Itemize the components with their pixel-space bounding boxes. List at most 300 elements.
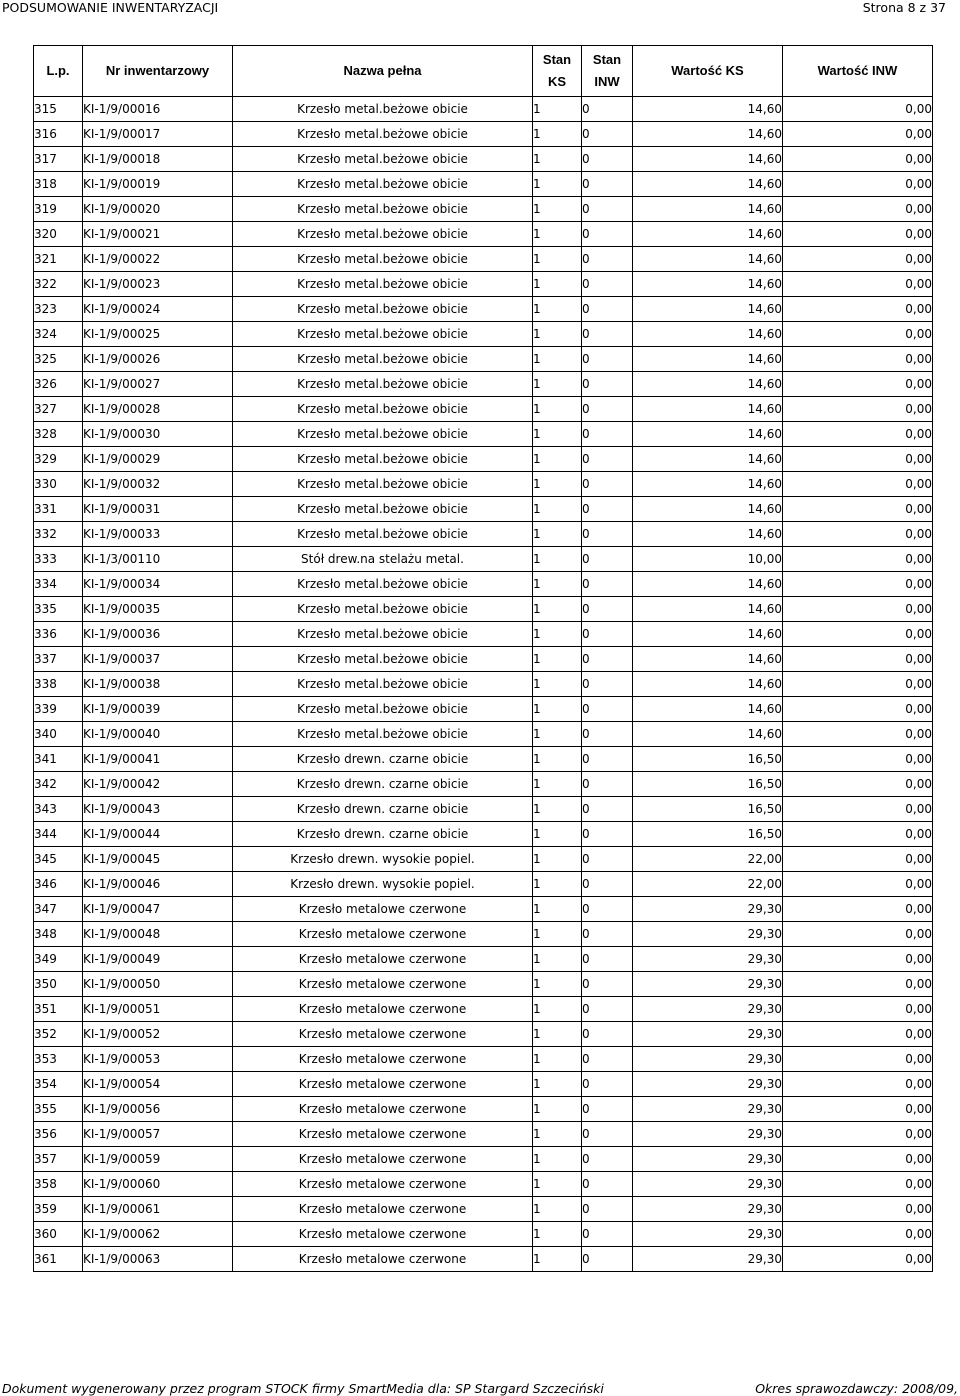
- cell-stan-inw: 0: [582, 522, 633, 547]
- cell-lp: 357: [34, 1147, 83, 1172]
- table-row: [34, 472, 933, 497]
- col-header-nr-inwentarzowy: Nr inwentarzowy: [83, 46, 233, 97]
- cell-lp: 351: [34, 997, 83, 1022]
- cell-stan-ks: 1: [533, 922, 582, 947]
- cell-wartosc-inw: 0,00: [783, 1047, 933, 1072]
- inventory-table: [33, 45, 933, 1272]
- cell-nr-inwentarzowy: KI-1/9/00019: [83, 172, 233, 197]
- cell-wartosc-ks: 29,30: [633, 1247, 783, 1272]
- cell-wartosc-ks: 29,30: [633, 997, 783, 1022]
- cell-stan-ks: 1: [533, 497, 582, 522]
- cell-nr-inwentarzowy: KI-1/9/00051: [83, 997, 233, 1022]
- cell-wartosc-ks: 29,30: [633, 1022, 783, 1047]
- cell-nr-inwentarzowy: KI-1/9/00052: [83, 1022, 233, 1047]
- cell-nr-inwentarzowy: KI-1/9/00050: [83, 972, 233, 997]
- cell-wartosc-inw: 0,00: [783, 447, 933, 472]
- cell-wartosc-ks: 14,60: [633, 447, 783, 472]
- cell-stan-inw: 0: [582, 197, 633, 222]
- table-row: [34, 1197, 933, 1222]
- cell-nr-inwentarzowy: KI-1/9/00043: [83, 797, 233, 822]
- cell-stan-inw: 0: [582, 397, 633, 422]
- cell-wartosc-inw: 0,00: [783, 172, 933, 197]
- cell-wartosc-inw: 0,00: [783, 397, 933, 422]
- cell-stan-inw: 0: [582, 297, 633, 322]
- cell-stan-inw: 0: [582, 872, 633, 897]
- cell-stan-inw: 0: [582, 747, 633, 772]
- cell-stan-inw: 0: [582, 597, 633, 622]
- cell-nazwa-pelna: Krzesło metal.beżowe obicie: [233, 422, 533, 447]
- cell-wartosc-ks: 14,60: [633, 397, 783, 422]
- table-row: [34, 122, 933, 147]
- cell-nazwa-pelna: Krzesło metal.beżowe obicie: [233, 397, 533, 422]
- cell-stan-ks: 1: [533, 397, 582, 422]
- cell-stan-ks: 1: [533, 672, 582, 697]
- cell-nazwa-pelna: Krzesło metal.beżowe obicie: [233, 372, 533, 397]
- cell-wartosc-inw: 0,00: [783, 247, 933, 272]
- table-row: [34, 697, 933, 722]
- table-row: [34, 622, 933, 647]
- cell-lp: 354: [34, 1072, 83, 1097]
- cell-stan-ks: 1: [533, 522, 582, 547]
- cell-stan-inw: 0: [582, 547, 633, 572]
- col-header-lp: L.p.: [34, 46, 83, 97]
- cell-nr-inwentarzowy: KI-1/9/00042: [83, 772, 233, 797]
- cell-stan-ks: 1: [533, 997, 582, 1022]
- cell-stan-ks: 1: [533, 797, 582, 822]
- cell-stan-ks: 1: [533, 822, 582, 847]
- table-row: [34, 1022, 933, 1047]
- cell-wartosc-ks: 14,60: [633, 147, 783, 172]
- cell-wartosc-ks: 29,30: [633, 1047, 783, 1072]
- cell-lp: 340: [34, 722, 83, 747]
- cell-stan-ks: 1: [533, 322, 582, 347]
- table-row: [34, 647, 933, 672]
- cell-wartosc-inw: 0,00: [783, 947, 933, 972]
- cell-wartosc-ks: 14,60: [633, 347, 783, 372]
- cell-stan-inw: 0: [582, 422, 633, 447]
- cell-nazwa-pelna: Krzesło metal.beżowe obicie: [233, 622, 533, 647]
- cell-lp: 358: [34, 1172, 83, 1197]
- cell-nazwa-pelna: Krzesło metal.beżowe obicie: [233, 572, 533, 597]
- cell-stan-ks: 1: [533, 172, 582, 197]
- table-row: [34, 247, 933, 272]
- cell-nr-inwentarzowy: KI-1/9/00041: [83, 747, 233, 772]
- cell-wartosc-ks: 29,30: [633, 1197, 783, 1222]
- cell-nazwa-pelna: Krzesło metal.beżowe obicie: [233, 172, 533, 197]
- cell-lp: 352: [34, 1022, 83, 1047]
- cell-wartosc-ks: 14,60: [633, 97, 783, 122]
- cell-lp: 329: [34, 447, 83, 472]
- cell-stan-inw: 0: [582, 1122, 633, 1147]
- cell-nazwa-pelna: Krzesło drewn. czarne obicie: [233, 797, 533, 822]
- table-row: [34, 272, 933, 297]
- cell-lp: 350: [34, 972, 83, 997]
- cell-nr-inwentarzowy: KI-1/9/00054: [83, 1072, 233, 1097]
- cell-wartosc-ks: 14,60: [633, 472, 783, 497]
- cell-lp: 360: [34, 1222, 83, 1247]
- col-header-stan-inw: Stan INW: [582, 46, 633, 97]
- cell-nazwa-pelna: Krzesło metalowe czerwone: [233, 1072, 533, 1097]
- table-row: [34, 722, 933, 747]
- cell-wartosc-inw: 0,00: [783, 1097, 933, 1122]
- cell-stan-inw: 0: [582, 1072, 633, 1097]
- cell-nr-inwentarzowy: KI-1/9/00027: [83, 372, 233, 397]
- cell-wartosc-ks: 29,30: [633, 947, 783, 972]
- cell-wartosc-ks: 14,60: [633, 597, 783, 622]
- table-row: [34, 1047, 933, 1072]
- cell-stan-inw: 0: [582, 322, 633, 347]
- cell-nazwa-pelna: Krzesło metalowe czerwone: [233, 1047, 533, 1072]
- cell-lp: 315: [34, 97, 83, 122]
- cell-lp: 339: [34, 697, 83, 722]
- cell-wartosc-inw: 0,00: [783, 122, 933, 147]
- cell-nazwa-pelna: Krzesło metalowe czerwone: [233, 897, 533, 922]
- cell-lp: 349: [34, 947, 83, 972]
- cell-stan-inw: 0: [582, 1172, 633, 1197]
- cell-nr-inwentarzowy: KI-1/9/00061: [83, 1197, 233, 1222]
- table-row: [34, 147, 933, 172]
- cell-wartosc-inw: 0,00: [783, 597, 933, 622]
- page-number: Strona 8 z 37: [862, 0, 946, 15]
- cell-stan-ks: 1: [533, 297, 582, 322]
- cell-wartosc-inw: 0,00: [783, 672, 933, 697]
- cell-stan-inw: 0: [582, 1022, 633, 1047]
- cell-stan-ks: 1: [533, 572, 582, 597]
- cell-lp: 361: [34, 1247, 83, 1272]
- table-row: [34, 1122, 933, 1147]
- cell-stan-ks: 1: [533, 1072, 582, 1097]
- cell-nazwa-pelna: Krzesło metal.beżowe obicie: [233, 322, 533, 347]
- cell-wartosc-ks: 14,60: [633, 297, 783, 322]
- cell-wartosc-ks: 14,60: [633, 122, 783, 147]
- cell-nazwa-pelna: Krzesło metalowe czerwone: [233, 1147, 533, 1172]
- cell-wartosc-inw: 0,00: [783, 272, 933, 297]
- cell-nazwa-pelna: Krzesło drewn. wysokie popiel.: [233, 847, 533, 872]
- cell-stan-ks: 1: [533, 1222, 582, 1247]
- cell-lp: 318: [34, 172, 83, 197]
- cell-lp: 322: [34, 272, 83, 297]
- cell-nazwa-pelna: Krzesło metal.beżowe obicie: [233, 197, 533, 222]
- table-row: [34, 772, 933, 797]
- cell-wartosc-inw: 0,00: [783, 222, 933, 247]
- cell-stan-ks: 1: [533, 197, 582, 222]
- cell-lp: 342: [34, 772, 83, 797]
- cell-stan-ks: 1: [533, 747, 582, 772]
- cell-lp: 324: [34, 322, 83, 347]
- cell-stan-inw: 0: [582, 897, 633, 922]
- cell-nazwa-pelna: Krzesło metal.beżowe obicie: [233, 347, 533, 372]
- cell-nr-inwentarzowy: KI-1/9/00053: [83, 1047, 233, 1072]
- table-row: [34, 1147, 933, 1172]
- cell-nazwa-pelna: Stół drew.na stelażu metal.: [233, 547, 533, 572]
- cell-wartosc-inw: 0,00: [783, 1247, 933, 1272]
- cell-stan-ks: 1: [533, 472, 582, 497]
- cell-nr-inwentarzowy: KI-1/9/00032: [83, 472, 233, 497]
- cell-nazwa-pelna: Krzesło metalowe czerwone: [233, 947, 533, 972]
- cell-nr-inwentarzowy: KI-1/3/00110: [83, 547, 233, 572]
- cell-nazwa-pelna: Krzesło metal.beżowe obicie: [233, 97, 533, 122]
- cell-nazwa-pelna: Krzesło metalowe czerwone: [233, 1022, 533, 1047]
- cell-stan-inw: 0: [582, 947, 633, 972]
- cell-stan-ks: 1: [533, 1247, 582, 1272]
- cell-stan-inw: 0: [582, 922, 633, 947]
- cell-wartosc-inw: 0,00: [783, 572, 933, 597]
- cell-lp: 330: [34, 472, 83, 497]
- cell-wartosc-inw: 0,00: [783, 1147, 933, 1172]
- table-row: [34, 97, 933, 122]
- cell-stan-inw: 0: [582, 847, 633, 872]
- cell-stan-ks: 1: [533, 547, 582, 572]
- cell-stan-inw: 0: [582, 497, 633, 522]
- cell-stan-inw: 0: [582, 122, 633, 147]
- cell-wartosc-ks: 29,30: [633, 1147, 783, 1172]
- cell-stan-ks: 1: [533, 847, 582, 872]
- cell-wartosc-ks: 14,60: [633, 422, 783, 447]
- cell-stan-inw: 0: [582, 972, 633, 997]
- cell-nr-inwentarzowy: KI-1/9/00018: [83, 147, 233, 172]
- cell-wartosc-ks: 14,60: [633, 222, 783, 247]
- cell-nazwa-pelna: Krzesło metalowe czerwone: [233, 1122, 533, 1147]
- cell-wartosc-inw: 0,00: [783, 872, 933, 897]
- cell-stan-ks: 1: [533, 622, 582, 647]
- table-row: [34, 1072, 933, 1097]
- cell-stan-inw: 0: [582, 222, 633, 247]
- cell-nr-inwentarzowy: KI-1/9/00034: [83, 572, 233, 597]
- cell-stan-inw: 0: [582, 172, 633, 197]
- cell-wartosc-ks: 14,60: [633, 497, 783, 522]
- cell-nr-inwentarzowy: KI-1/9/00016: [83, 97, 233, 122]
- cell-stan-inw: 0: [582, 372, 633, 397]
- cell-nazwa-pelna: Krzesło metalowe czerwone: [233, 922, 533, 947]
- table-row: [34, 297, 933, 322]
- cell-stan-ks: 1: [533, 1147, 582, 1172]
- cell-lp: 328: [34, 422, 83, 447]
- table-row: [34, 422, 933, 447]
- cell-wartosc-inw: 0,00: [783, 1122, 933, 1147]
- cell-stan-ks: 1: [533, 447, 582, 472]
- cell-nazwa-pelna: Krzesło metal.beżowe obicie: [233, 147, 533, 172]
- cell-stan-ks: 1: [533, 697, 582, 722]
- cell-nazwa-pelna: Krzesło metal.beżowe obicie: [233, 647, 533, 672]
- cell-stan-inw: 0: [582, 472, 633, 497]
- table-row: [34, 872, 933, 897]
- cell-nazwa-pelna: Krzesło metal.beżowe obicie: [233, 522, 533, 547]
- cell-nazwa-pelna: Krzesło metal.beżowe obicie: [233, 222, 533, 247]
- table-row: [34, 1222, 933, 1247]
- footer-generator-note: Dokument wygenerowany przez program STOCK firmy SmartMedia dla: SP Stargard Szczeciński: [2, 1381, 604, 1396]
- table-header-row: [34, 46, 933, 97]
- cell-wartosc-ks: 14,60: [633, 647, 783, 672]
- cell-lp: 323: [34, 297, 83, 322]
- cell-nr-inwentarzowy: KI-1/9/00059: [83, 1147, 233, 1172]
- cell-wartosc-inw: 0,00: [783, 497, 933, 522]
- cell-nazwa-pelna: Krzesło metal.beżowe obicie: [233, 297, 533, 322]
- cell-nr-inwentarzowy: KI-1/9/00022: [83, 247, 233, 272]
- cell-stan-inw: 0: [582, 447, 633, 472]
- cell-nr-inwentarzowy: KI-1/9/00035: [83, 597, 233, 622]
- cell-stan-inw: 0: [582, 772, 633, 797]
- cell-nazwa-pelna: Krzesło metal.beżowe obicie: [233, 122, 533, 147]
- cell-nr-inwentarzowy: KI-1/9/00046: [83, 872, 233, 897]
- cell-wartosc-ks: 16,50: [633, 772, 783, 797]
- cell-wartosc-inw: 0,00: [783, 472, 933, 497]
- cell-stan-inw: 0: [582, 722, 633, 747]
- cell-wartosc-inw: 0,00: [783, 422, 933, 447]
- cell-stan-ks: 1: [533, 372, 582, 397]
- table-row: [34, 922, 933, 947]
- cell-nr-inwentarzowy: KI-1/9/00021: [83, 222, 233, 247]
- cell-stan-ks: 1: [533, 422, 582, 447]
- table-row: [34, 572, 933, 597]
- cell-wartosc-ks: 14,60: [633, 197, 783, 222]
- cell-lp: 326: [34, 372, 83, 397]
- cell-lp: 348: [34, 922, 83, 947]
- cell-wartosc-ks: 14,60: [633, 572, 783, 597]
- cell-wartosc-ks: 14,60: [633, 672, 783, 697]
- cell-nr-inwentarzowy: KI-1/9/00045: [83, 847, 233, 872]
- cell-nazwa-pelna: Krzesło metal.beżowe obicie: [233, 722, 533, 747]
- cell-lp: 325: [34, 347, 83, 372]
- cell-wartosc-ks: 22,00: [633, 872, 783, 897]
- cell-lp: 332: [34, 522, 83, 547]
- cell-stan-inw: 0: [582, 1147, 633, 1172]
- cell-nr-inwentarzowy: KI-1/9/00063: [83, 1247, 233, 1272]
- cell-wartosc-ks: 14,60: [633, 622, 783, 647]
- cell-nr-inwentarzowy: KI-1/9/00030: [83, 422, 233, 447]
- cell-stan-ks: 1: [533, 1197, 582, 1222]
- cell-lp: 353: [34, 1047, 83, 1072]
- table-row: [34, 897, 933, 922]
- cell-stan-inw: 0: [582, 1047, 633, 1072]
- cell-stan-inw: 0: [582, 1222, 633, 1247]
- cell-nr-inwentarzowy: KI-1/9/00060: [83, 1172, 233, 1197]
- table-row: [34, 347, 933, 372]
- cell-stan-ks: 1: [533, 972, 582, 997]
- cell-lp: 319: [34, 197, 83, 222]
- cell-stan-ks: 1: [533, 1097, 582, 1122]
- cell-stan-ks: 1: [533, 597, 582, 622]
- cell-lp: 337: [34, 647, 83, 672]
- cell-nr-inwentarzowy: KI-1/9/00038: [83, 672, 233, 697]
- cell-nr-inwentarzowy: KI-1/9/00040: [83, 722, 233, 747]
- table-row: [34, 797, 933, 822]
- cell-nazwa-pelna: Krzesło drewn. czarne obicie: [233, 747, 533, 772]
- cell-nazwa-pelna: Krzesło metalowe czerwone: [233, 972, 533, 997]
- cell-nazwa-pelna: Krzesło metal.beżowe obicie: [233, 247, 533, 272]
- cell-wartosc-ks: 29,30: [633, 1097, 783, 1122]
- cell-wartosc-ks: 29,30: [633, 1072, 783, 1097]
- table-row: [34, 447, 933, 472]
- cell-wartosc-ks: 16,50: [633, 747, 783, 772]
- table-row: [34, 322, 933, 347]
- table-row: [34, 672, 933, 697]
- cell-wartosc-inw: 0,00: [783, 1222, 933, 1247]
- col-header-nazwa-pelna: Nazwa pełna: [233, 46, 533, 97]
- cell-lp: 343: [34, 797, 83, 822]
- table-row: [34, 972, 933, 997]
- cell-stan-inw: 0: [582, 1247, 633, 1272]
- cell-wartosc-inw: 0,00: [783, 772, 933, 797]
- cell-wartosc-inw: 0,00: [783, 747, 933, 772]
- cell-lp: 356: [34, 1122, 83, 1147]
- table-row: [34, 597, 933, 622]
- cell-stan-inw: 0: [582, 622, 633, 647]
- cell-wartosc-ks: 14,60: [633, 272, 783, 297]
- table-row: [34, 1097, 933, 1122]
- cell-nazwa-pelna: Krzesło drewn. wysokie popiel.: [233, 872, 533, 897]
- cell-nr-inwentarzowy: KI-1/9/00039: [83, 697, 233, 722]
- col-header-wartosc-ks: Wartość KS: [633, 46, 783, 97]
- table-row: [34, 547, 933, 572]
- cell-nr-inwentarzowy: KI-1/9/00023: [83, 272, 233, 297]
- cell-wartosc-inw: 0,00: [783, 1022, 933, 1047]
- cell-wartosc-ks: 14,60: [633, 372, 783, 397]
- table-row: [34, 172, 933, 197]
- cell-nr-inwentarzowy: KI-1/9/00056: [83, 1097, 233, 1122]
- cell-nr-inwentarzowy: KI-1/9/00057: [83, 1122, 233, 1147]
- cell-lp: 333: [34, 547, 83, 572]
- cell-nazwa-pelna: Krzesło drewn. czarne obicie: [233, 772, 533, 797]
- cell-lp: 327: [34, 397, 83, 422]
- cell-nazwa-pelna: Krzesło metalowe czerwone: [233, 1172, 533, 1197]
- cell-nr-inwentarzowy: KI-1/9/00017: [83, 122, 233, 147]
- cell-stan-inw: 0: [582, 672, 633, 697]
- cell-lp: 344: [34, 822, 83, 847]
- cell-nazwa-pelna: Krzesło metalowe czerwone: [233, 1247, 533, 1272]
- cell-wartosc-inw: 0,00: [783, 797, 933, 822]
- cell-wartosc-ks: 14,60: [633, 247, 783, 272]
- cell-stan-ks: 1: [533, 122, 582, 147]
- cell-wartosc-ks: 29,30: [633, 922, 783, 947]
- cell-wartosc-ks: 16,50: [633, 822, 783, 847]
- cell-stan-ks: 1: [533, 1047, 582, 1072]
- cell-wartosc-inw: 0,00: [783, 1197, 933, 1222]
- cell-wartosc-ks: 14,60: [633, 522, 783, 547]
- cell-lp: 316: [34, 122, 83, 147]
- cell-wartosc-ks: 14,60: [633, 172, 783, 197]
- cell-wartosc-inw: 0,00: [783, 147, 933, 172]
- cell-lp: 335: [34, 597, 83, 622]
- cell-lp: 336: [34, 622, 83, 647]
- cell-stan-ks: 1: [533, 1122, 582, 1147]
- cell-nr-inwentarzowy: KI-1/9/00033: [83, 522, 233, 547]
- cell-stan-ks: 1: [533, 1022, 582, 1047]
- cell-stan-ks: 1: [533, 647, 582, 672]
- cell-wartosc-inw: 0,00: [783, 647, 933, 672]
- cell-wartosc-ks: 14,60: [633, 722, 783, 747]
- cell-wartosc-ks: 22,00: [633, 847, 783, 872]
- cell-wartosc-inw: 0,00: [783, 547, 933, 572]
- cell-nr-inwentarzowy: KI-1/9/00031: [83, 497, 233, 522]
- cell-stan-inw: 0: [582, 272, 633, 297]
- cell-wartosc-inw: 0,00: [783, 897, 933, 922]
- cell-stan-ks: 1: [533, 897, 582, 922]
- cell-stan-inw: 0: [582, 1097, 633, 1122]
- table-row: [34, 847, 933, 872]
- cell-wartosc-ks: 16,50: [633, 797, 783, 822]
- cell-wartosc-inw: 0,00: [783, 697, 933, 722]
- table-row: [34, 747, 933, 772]
- cell-lp: 345: [34, 847, 83, 872]
- cell-stan-inw: 0: [582, 797, 633, 822]
- cell-wartosc-inw: 0,00: [783, 922, 933, 947]
- cell-wartosc-inw: 0,00: [783, 997, 933, 1022]
- document-title: PODSUMOWANIE INWENTARYZACJI: [2, 0, 219, 15]
- cell-nazwa-pelna: Krzesło metalowe czerwone: [233, 1097, 533, 1122]
- cell-lp: 346: [34, 872, 83, 897]
- cell-nr-inwentarzowy: KI-1/9/00062: [83, 1222, 233, 1247]
- cell-wartosc-inw: 0,00: [783, 1172, 933, 1197]
